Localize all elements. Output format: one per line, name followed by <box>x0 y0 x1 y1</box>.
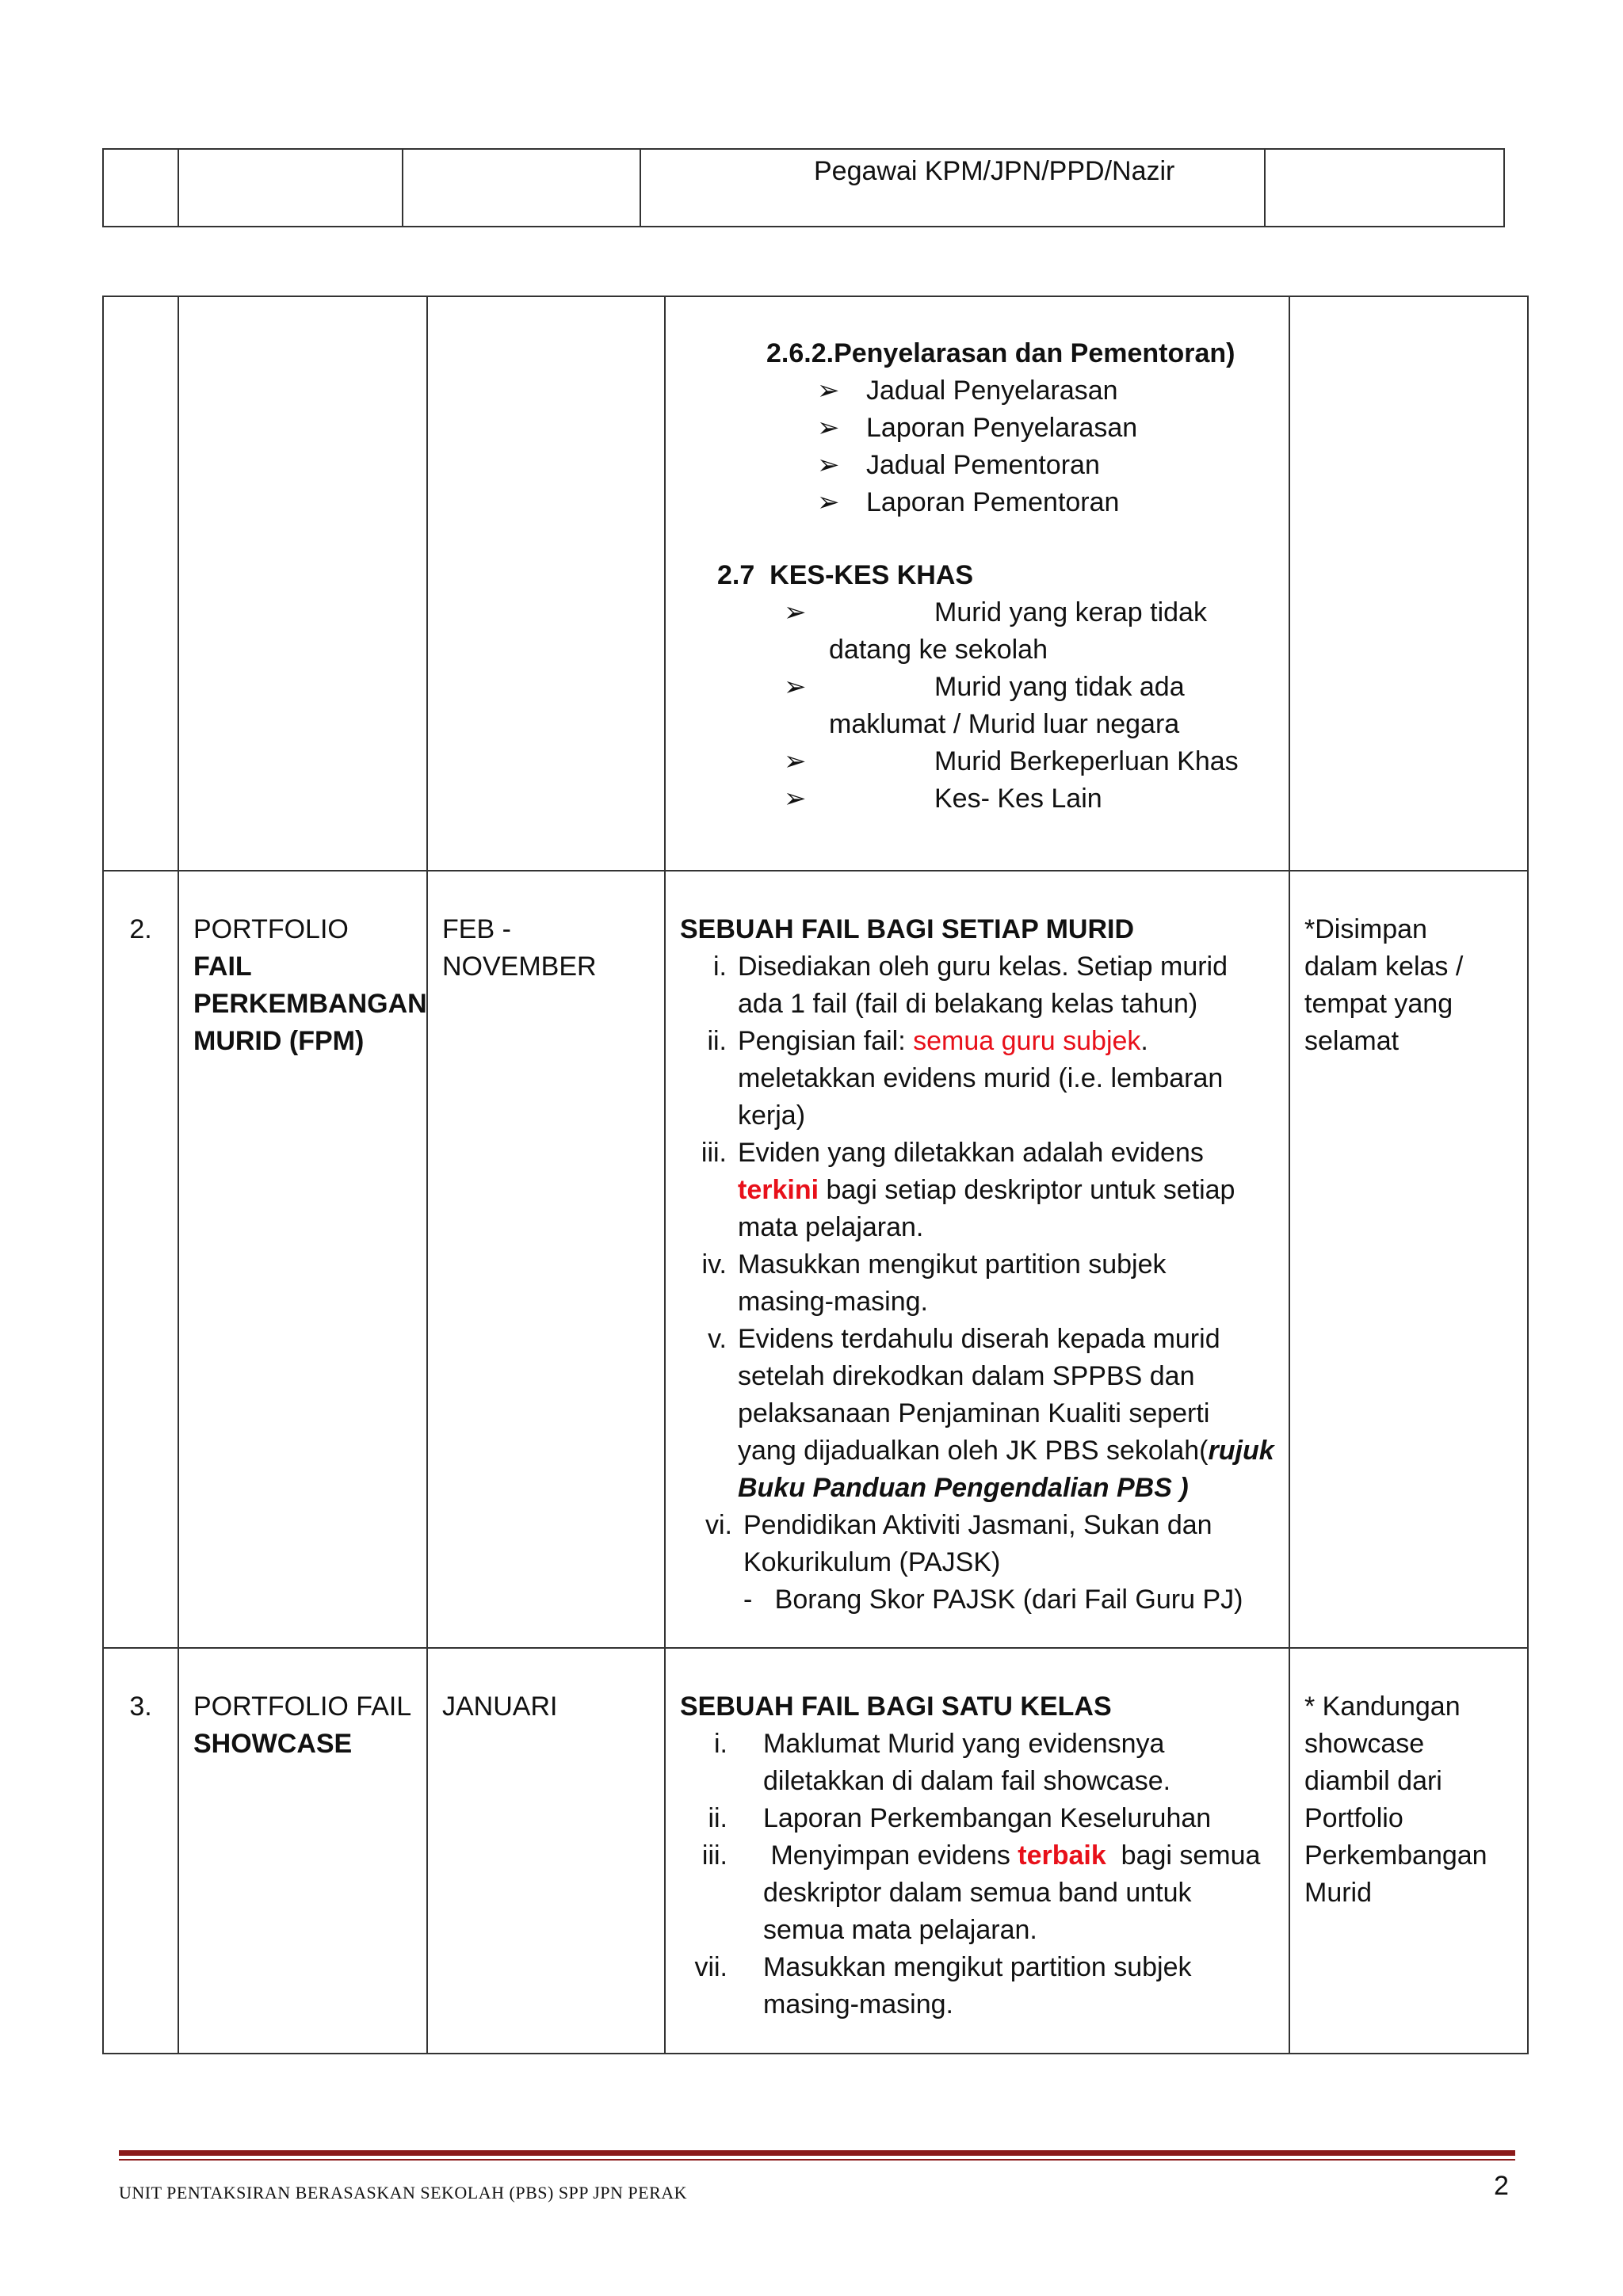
description-heading: SEBUAH FAIL BAGI SETIAP MURID <box>680 914 1135 944</box>
top-table <box>102 148 1505 227</box>
row-number: 2. <box>103 871 178 1648</box>
arrow-bullet-icon: ➢ <box>784 746 807 776</box>
arrow-bullet-icon: ➢ <box>817 487 840 517</box>
arrow-bullet-icon: ➢ <box>784 672 807 702</box>
page-number: 2 <box>1494 2171 1509 2201</box>
list-item: iii. Menyimpan evidens terbaik bagi semua deskriptor dalam semua band untuk semua mata pelajaran. <box>701 1840 1261 1945</box>
list-item: ➢ Laporan Pementoran <box>817 484 1289 521</box>
table-row <box>103 871 1528 1648</box>
list-item: ➢ Murid Berkeperluan Khas <box>784 743 1289 780</box>
item-period: FEB - NOVEMBER <box>427 871 665 1648</box>
arrow-bullet-icon: ➢ <box>817 450 840 480</box>
footer-rule-thick <box>119 2150 1515 2156</box>
item-title: PORTFOLIO FAIL SHOWCASE <box>178 1648 427 2054</box>
item-note: *Disimpan dalam kelas / tempat yang selamat <box>1289 871 1528 1648</box>
list-item: vii. Masukkan mengikut partition subjek masing-masing. <box>694 1952 1192 2019</box>
list-item: ➢ Murid yang tidak ada maklumat / Murid luar negara <box>784 669 1289 743</box>
table-row <box>103 1648 1528 2054</box>
item-note: * Kandungan showcase diambil dari Portfolio Perkembangan Murid <box>1289 1648 1528 2054</box>
list-item: ii. Laporan Perkembangan Keseluruhan <box>708 1803 1212 1833</box>
arrow-bullet-icon: ➢ <box>784 784 807 814</box>
table-row <box>103 296 1528 871</box>
footer-rule-thin <box>119 2159 1515 2161</box>
description-heading: SEBUAH FAIL BAGI SATU KELAS <box>680 1691 1112 1722</box>
list-item: ii. Pengisian fail: semua guru subjek. meletakkan evidens murid (i.e. lembaran kerja) <box>707 1026 1224 1131</box>
item-title: PORTFOLIO FAIL PERKEMBANGAN MURID (FPM) <box>178 871 427 1648</box>
section-262-heading: 2.6.2.Penyelarasan dan Pementoran) <box>766 338 1235 368</box>
list-item: v. Evidens terdahulu diserah kepada murid setelah direkodkan dalam SPPBS dan pelaksanaan Penjaminan Kualiti seperti yang dijadualkan oleh JK PBS sekolah(rujuk Buku Panduan Pengendalian PBS ) <box>708 1324 1274 1503</box>
footer-text: UNIT PENTAKSIRAN BERASASKAN SEKOLAH (PBS) SPP JPN PERAK <box>119 2183 688 2203</box>
item-description <box>665 871 1289 1648</box>
list-item: ➢ Laporan Penyelarasan <box>817 410 1289 447</box>
arrow-bullet-icon: ➢ <box>817 413 840 443</box>
list-item: iii. Eviden yang diletakkan adalah evidens terkini bagi setiap deskriptor untuk setiap mata pelajaran. <box>701 1138 1235 1242</box>
item-period: JANUARI <box>427 1648 665 2054</box>
main-table <box>102 296 1529 2054</box>
arrow-bullet-icon: ➢ <box>784 597 807 627</box>
officer-text: Pegawai KPM/JPN/PPD/Nazir <box>814 156 1175 186</box>
cell-continuation <box>665 296 1289 871</box>
list-item: vi. Pendidikan Aktiviti Jasmani, Sukan dan Kokurikulum (PAJSK) - Borang Skor PAJSK (dari Fail Guru PJ) <box>705 1510 1243 1615</box>
item-description <box>665 1648 1289 2054</box>
cell-officer <box>640 149 1265 227</box>
list-item: i. Maklumat Murid yang evidensnya diletakkan di dalam fail showcase. <box>714 1729 1171 1796</box>
table-row <box>103 149 1504 227</box>
arrow-bullet-icon: ➢ <box>817 376 840 406</box>
list-item: ➢ Kes- Kes Lain <box>784 780 1289 818</box>
list-item: ➢ Jadual Pementoran <box>817 447 1289 484</box>
list-item: ➢ Murid yang kerap tidak datang ke sekolah <box>784 594 1289 669</box>
list-item: iv. Masukkan mengikut partition subjek masing-masing. <box>701 1249 1167 1317</box>
list-item: i. Disediakan oleh guru kelas. Setiap murid ada 1 fail (fail di belakang kelas tahun) <box>713 952 1228 1019</box>
list-item: ➢ Jadual Penyelarasan <box>817 372 1289 410</box>
section-27-heading: 2.7 KES-KES KHAS <box>717 560 974 590</box>
row-number: 3. <box>103 1648 178 2054</box>
